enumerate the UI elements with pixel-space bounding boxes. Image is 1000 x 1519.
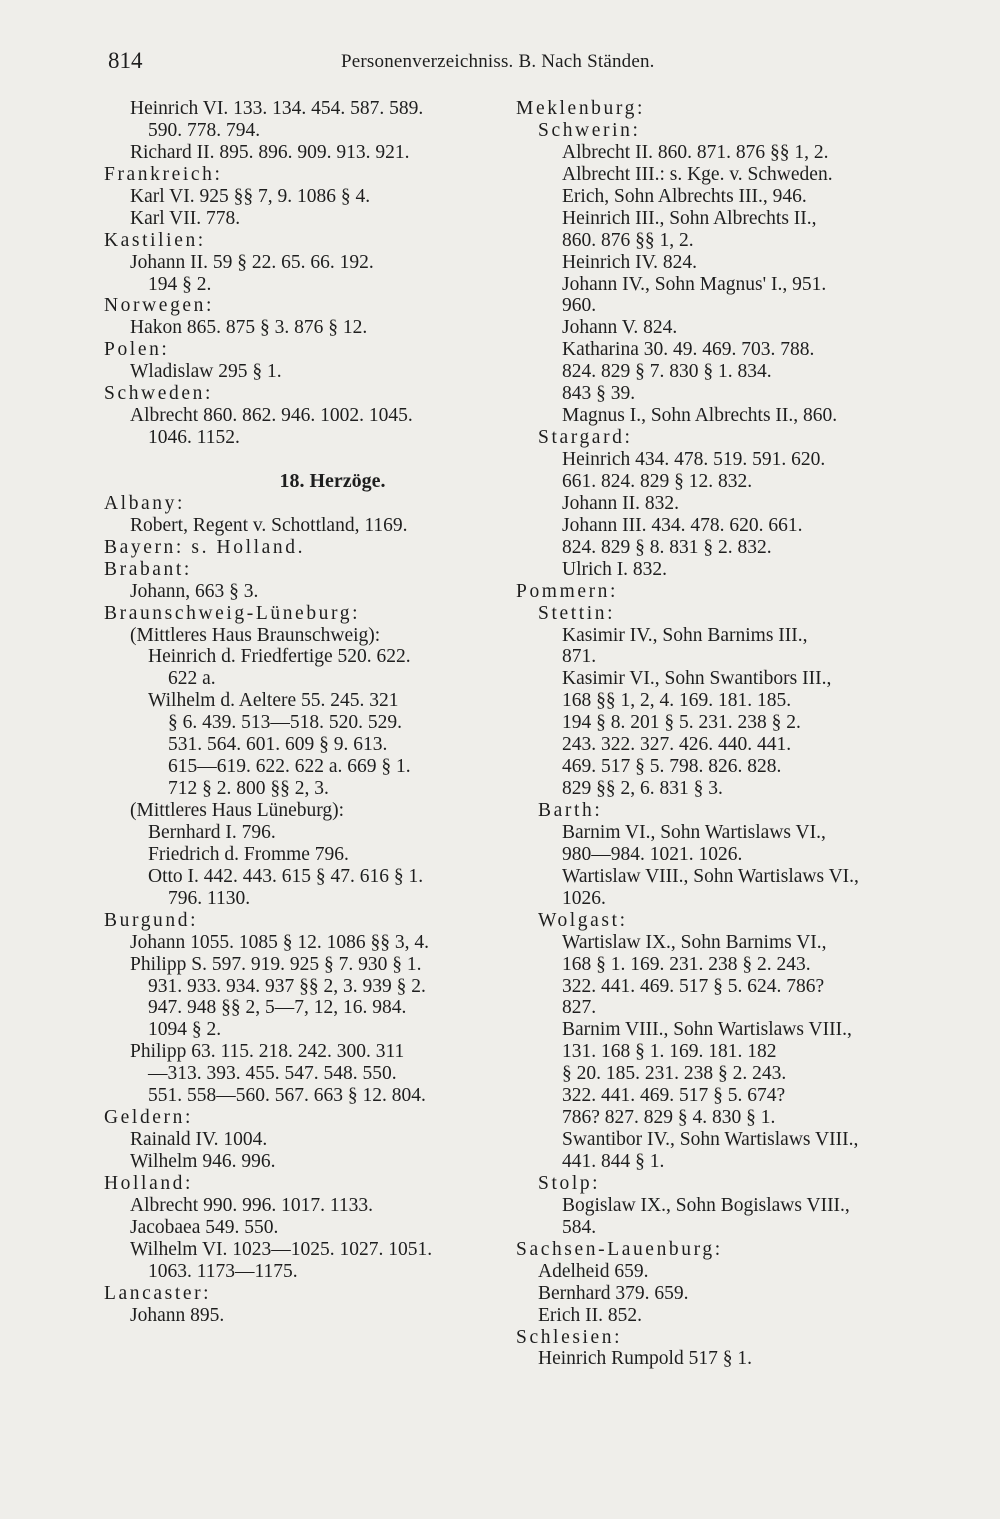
index-entry: Erich II. 852.	[538, 1304, 642, 1326]
index-entry: Johann V. 824.	[562, 317, 678, 339]
index-entry: Bernhard 379. 659.	[538, 1282, 689, 1304]
region-heading: Braunschweig-Lüneburg:	[104, 602, 361, 624]
index-entry: Wartislaw IX., Sohn Barnims VI.,	[562, 931, 827, 953]
index-entry: 843 § 39.	[562, 383, 636, 405]
region-heading: Lancaster:	[104, 1282, 212, 1304]
index-entry: Richard II. 895. 896. 909. 913. 921.	[130, 141, 410, 163]
index-entry: 168 §§ 1, 2, 4. 169. 181. 185.	[562, 690, 792, 712]
right-column	[512, 98, 912, 1370]
region-heading: Brabant:	[104, 558, 192, 580]
index-entry: 661. 824. 829 § 12. 832.	[562, 470, 753, 492]
index-entry: Erich, Sohn Albrechts III., 946.	[562, 185, 807, 207]
index-entry: Heinrich III., Sohn Albrechts II.,	[562, 207, 817, 229]
region-heading: Burgund:	[104, 909, 199, 931]
region-heading: Sachsen-Lauenburg:	[516, 1238, 723, 1260]
index-entry: 824. 829 § 8. 831 § 2. 832.	[562, 536, 772, 558]
index-entry: 931. 933. 934. 937 §§ 2, 3. 939 § 2.	[148, 975, 426, 997]
index-entry: Otto I. 442. 443. 615 § 47. 616 § 1.	[148, 865, 424, 887]
index-entry: 1094 § 2.	[148, 1019, 222, 1041]
index-entry: 584.	[562, 1216, 597, 1238]
index-entry: Kasimir VI., Sohn Swantibors III.,	[562, 668, 832, 690]
subregion-heading: Stargard:	[538, 427, 633, 449]
region-heading: Meklenburg:	[516, 98, 645, 119]
index-entry: 712 § 2. 800 §§ 2, 3.	[168, 778, 329, 800]
index-entry: Wartislaw VIII., Sohn Wartislaws VI.,	[562, 865, 859, 887]
region-heading: Holland:	[104, 1172, 194, 1194]
index-entry: 860. 876 §§ 1, 2.	[562, 229, 694, 251]
index-entry: Barnim VIII., Sohn Wartislaws VIII.,	[562, 1019, 852, 1041]
index-entry: 551. 558—560. 567. 663 § 12. 804.	[148, 1085, 426, 1107]
index-entry: Philipp S. 597. 919. 925 § 7. 930 § 1.	[130, 953, 422, 975]
index-entry: Wilhelm VI. 1023—1025. 1027. 1051.	[130, 1238, 433, 1260]
running-title: Personenverzeichniss. B. Nach Ständen.	[341, 51, 655, 72]
index-entry: 827.	[562, 997, 597, 1019]
index-entry: (Mittleres Haus Lüneburg):	[130, 800, 345, 821]
region-heading: Albany:	[104, 492, 186, 514]
index-entry: Johann, 663 § 3.	[130, 580, 259, 602]
index-entry: 469. 517 § 5. 798. 826. 828.	[562, 756, 782, 778]
page-number: 814	[108, 48, 143, 73]
index-entry: Jacobaea 549. 550.	[130, 1216, 279, 1238]
index-entry: § 6. 439. 513—518. 520. 529.	[168, 712, 402, 734]
subregion-heading: Schwerin:	[538, 119, 641, 141]
region-heading: Frankreich:	[104, 163, 223, 185]
index-entry: Johann II. 832.	[562, 492, 679, 514]
index-entry: 194 § 8. 201 § 5. 231. 238 § 2.	[562, 712, 801, 734]
index-entry: Johann IV., Sohn Magnus' I., 951.	[562, 273, 827, 295]
index-entry: Heinrich d. Friedfertige 520. 622.	[148, 646, 411, 668]
index-entry: Albrecht 860. 862. 946. 1002. 1045.	[130, 405, 413, 427]
index-entry: 194 § 2.	[148, 273, 212, 295]
index-entry: 871.	[562, 646, 597, 668]
index-entry: Kasimir IV., Sohn Barnims III.,	[562, 624, 808, 646]
index-entry: Albrecht III.: s. Kge. v. Schweden.	[562, 163, 833, 185]
index-entry: 1046. 1152.	[148, 427, 240, 449]
index-entry: Wilhelm d. Aeltere 55. 245. 321	[148, 690, 399, 712]
index-entry: Magnus I., Sohn Albrechts II., 860.	[562, 405, 838, 427]
region-heading: Bayern: s. Holland.	[104, 536, 306, 558]
index-entry: 168 § 1. 169. 231. 238 § 2. 243.	[562, 953, 811, 975]
index-entry: 796. 1130.	[168, 887, 251, 909]
subregion-heading: Barth:	[538, 800, 603, 821]
region-heading: Pommern:	[516, 580, 619, 602]
index-entry: —313. 393. 455. 547. 548. 550.	[148, 1063, 397, 1085]
index-entry: Rainald IV. 1004.	[130, 1129, 268, 1151]
index-entry: (Mittleres Haus Braunschweig):	[130, 624, 381, 646]
index-entry: Bernhard I. 796.	[148, 821, 276, 843]
subregion-heading: Stolp:	[538, 1172, 601, 1194]
region-heading: Geldern:	[104, 1107, 194, 1129]
index-entry: Katharina 30. 49. 469. 703. 788.	[562, 339, 815, 361]
index-entry: 947. 948 §§ 2, 5—7, 12, 16. 984.	[148, 997, 407, 1019]
index-entry: 615—619. 622. 622 a. 669 § 1.	[168, 756, 411, 778]
index-entry: 243. 322. 327. 426. 440. 441.	[562, 734, 792, 756]
index-entry: Johann III. 434. 478. 620. 661.	[562, 514, 803, 536]
index-entry: 531. 564. 601. 609 § 9. 613.	[168, 734, 388, 756]
index-entry: Albrecht II. 860. 871. 876 §§ 1, 2.	[562, 141, 829, 163]
index-entry: Adelheid 659.	[538, 1260, 649, 1282]
index-entry: 590. 778. 794.	[148, 119, 261, 141]
index-entry: 131. 168 § 1. 169. 181. 182	[562, 1041, 777, 1063]
index-entry: 824. 829 § 7. 830 § 1. 834.	[562, 361, 772, 383]
index-entry: Bogislaw IX., Sohn Bogislaws VIII.,	[562, 1194, 850, 1216]
index-entry: § 20. 185. 231. 238 § 2. 243.	[562, 1063, 787, 1085]
index-entry: 980—984. 1021. 1026.	[562, 843, 743, 865]
region-heading: Schweden:	[104, 383, 213, 405]
index-entry: Ulrich I. 832.	[562, 558, 668, 580]
index-entry: 622 a.	[168, 668, 216, 690]
index-entry: Heinrich Rumpold 517 § 1.	[538, 1348, 752, 1370]
subregion-heading: Stettin:	[538, 602, 616, 624]
region-heading: Norwegen:	[104, 295, 215, 317]
region-heading: Kastilien:	[104, 229, 206, 251]
index-entry: 960.	[562, 295, 597, 317]
index-entry: Swantibor IV., Sohn Wartislaws VIII.,	[562, 1129, 859, 1151]
index-entry: Wladislaw 295 § 1.	[130, 361, 282, 383]
section-title: 18. Herzöge.	[279, 469, 386, 492]
index-entry: 322. 441. 469. 517 § 5. 674?	[562, 1085, 786, 1107]
index-entry: 322. 441. 469. 517 § 5. 624. 786?	[562, 975, 825, 997]
index-entry: Heinrich 434. 478. 519. 591. 620.	[562, 449, 826, 470]
index-entry: Philipp 63. 115. 218. 242. 300. 311	[130, 1041, 405, 1063]
index-entry: 1026.	[562, 887, 606, 909]
page-header	[108, 48, 888, 80]
index-entry: Hakon 865. 875 § 3. 876 § 12.	[130, 317, 368, 339]
index-entry: Karl VII. 778.	[130, 207, 241, 229]
index-entry: 786? 827. 829 § 4. 830 § 1.	[562, 1107, 776, 1129]
region-heading: Schlesien:	[516, 1326, 623, 1348]
index-entry: Heinrich IV. 824.	[562, 251, 698, 273]
index-entry: Johann II. 59 § 22. 65. 66. 192.	[130, 251, 374, 273]
spacer	[100, 449, 500, 471]
index-entry: Karl VI. 925 §§ 7, 9. 1086 § 4.	[130, 185, 371, 207]
index-entry: 829 §§ 2, 6. 831 § 3.	[562, 778, 723, 800]
index-entry: 441. 844 § 1.	[562, 1151, 665, 1172]
region-heading: Polen:	[104, 339, 170, 361]
index-entry: Friedrich d. Fromme 796.	[148, 843, 349, 865]
index-entry: Barnim VI., Sohn Wartislaws VI.,	[562, 821, 826, 843]
index-entry: Wilhelm 946. 996.	[130, 1151, 276, 1172]
left-column	[100, 98, 500, 1327]
index-entry: Albrecht 990. 996. 1017. 1133.	[130, 1194, 373, 1216]
index-entry: Johann 1055. 1085 § 12. 1086 §§ 3, 4.	[130, 931, 429, 953]
index-entry: Robert, Regent v. Schottland, 1169.	[130, 514, 408, 536]
index-entry: Johann 895.	[130, 1304, 225, 1326]
subregion-heading: Wolgast:	[538, 909, 628, 931]
index-entry: 1063. 1173—1175.	[148, 1260, 298, 1282]
index-entry: Heinrich VI. 133. 134. 454. 587. 589.	[130, 98, 424, 119]
